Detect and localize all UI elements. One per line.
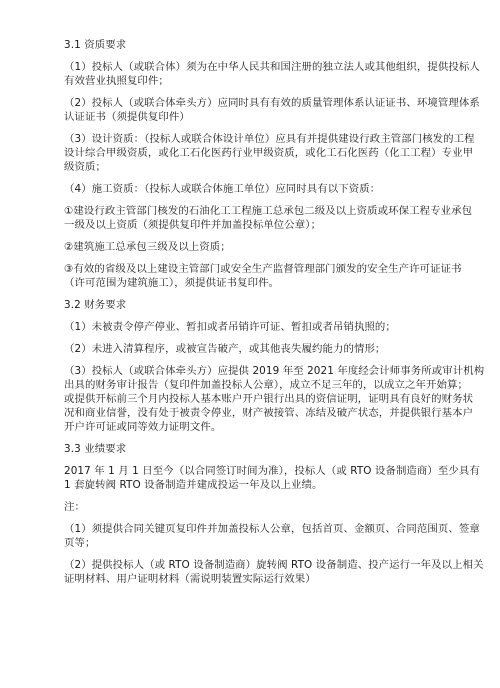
text-line: 页等； — [64, 537, 96, 549]
paragraph — [64, 342, 438, 356]
text-line: 开户许可证或同等效力证明文件。 — [64, 421, 222, 433]
paragraph — [64, 500, 438, 514]
text-line: （许可范围为建筑施工），须提供证书复印件。 — [64, 277, 280, 289]
paragraph — [64, 240, 438, 254]
paragraph — [64, 132, 475, 174]
text-line: 2017 年 1 月 1 日至今（以合同签订时间为准），投标人（或 RTO 设备制造商）至少具有 — [64, 465, 480, 477]
text-line: 证明材料、用户证明材料（需说明装置实际运行效果） — [64, 573, 316, 585]
paragraph — [64, 96, 480, 124]
text-line: （2）投标人（或联合体牵头方）应同时具有有效的质量管理体系认证证书、环境管理体系 — [64, 97, 480, 109]
text-line: （4）施工资质：（投标人或联合体施工单位）应同时具有以下资质： — [64, 183, 381, 195]
paragraph — [64, 364, 485, 434]
text-line: （1）须提供合同关键页复印件并加盖投标人公章，包括首页、金额页、合同范围页、签章 — [64, 523, 480, 535]
text-line: 设计综合甲级资质，或化工石化医药行业甲级资质，或化工石化医药（化工工程）专业甲 — [64, 147, 474, 159]
text-line: （1）未被责令停产停业、暂扣或者吊销许可证、暂扣或者吊销执照的； — [64, 321, 396, 333]
text-line: 级资质； — [64, 161, 106, 173]
paragraph — [64, 320, 438, 334]
text-line: 出具的财务审计报告（复印件加盖投标人公章），成立不足三年的，以成立之年开始算； — [64, 379, 468, 391]
paragraph — [64, 522, 480, 550]
paragraph — [64, 60, 480, 88]
section-heading: 3.3 业绩要求 — [64, 443, 127, 455]
text-line: ①建设行政主管部门核发的石油化工工程施工总承包二级及以上资质或环保工程专业承包 — [64, 205, 473, 217]
text-line: 认证证书（须提供复印件） — [64, 111, 190, 123]
paragraph — [64, 464, 480, 492]
text-line: ③有效的省级及以上建设主管部门或安全生产监督管理部门颁发的安全生产许可证证书 — [64, 263, 462, 275]
text-line: （1）投标人（或联合体）须为在中华人民共和国注册的独立法人或其他组织，提供投标人 — [64, 61, 480, 73]
section-heading: 3.1 资质要求 — [64, 39, 127, 51]
section-heading: 3.2 财务要求 — [64, 299, 127, 311]
paragraph — [64, 204, 473, 232]
text-line: ②建筑施工总承包三级及以上资质； — [64, 241, 231, 253]
text-line: （3）设计资质：（投标人或联合体设计单位）应具有并提供建设行政主管部门核发的工程 — [64, 133, 475, 145]
text-line: 有效营业执照复印件； — [64, 75, 169, 87]
paragraph — [64, 182, 438, 196]
note-label: 注： — [64, 501, 85, 513]
text-line: 一级及以上资质（须提供复印件并加盖投标单位公章）； — [64, 219, 322, 231]
text-line: （2）未进入清算程序，或被宣告破产，或其他丧失履约能力的情形； — [64, 343, 386, 355]
text-line: 况和商业信誉，没有处于被责令停业，财产被接管、冻结及破产状态，并提供银行基本户 — [64, 407, 474, 419]
text-line: 或提供开标前三个月内投标人基本账户开户银行出具的资信证明，证明具有良好的财务状 — [64, 393, 474, 405]
text-line: （3）投标人（或联合体牵头方）应提供 2019 年至 2021 年度经会计师事务所或审计机构 — [64, 365, 485, 377]
paragraph — [64, 558, 484, 586]
paragraph — [64, 262, 462, 290]
text-line: （2）提供投标人（或 RTO 设备制造商）旋转阀 RTO 设备制造、投产运行一年及以上相关 — [64, 559, 484, 571]
text-line: 1 套旋转阀 RTO 设备制造并建成投运一年及以上业绩。 — [64, 479, 323, 491]
